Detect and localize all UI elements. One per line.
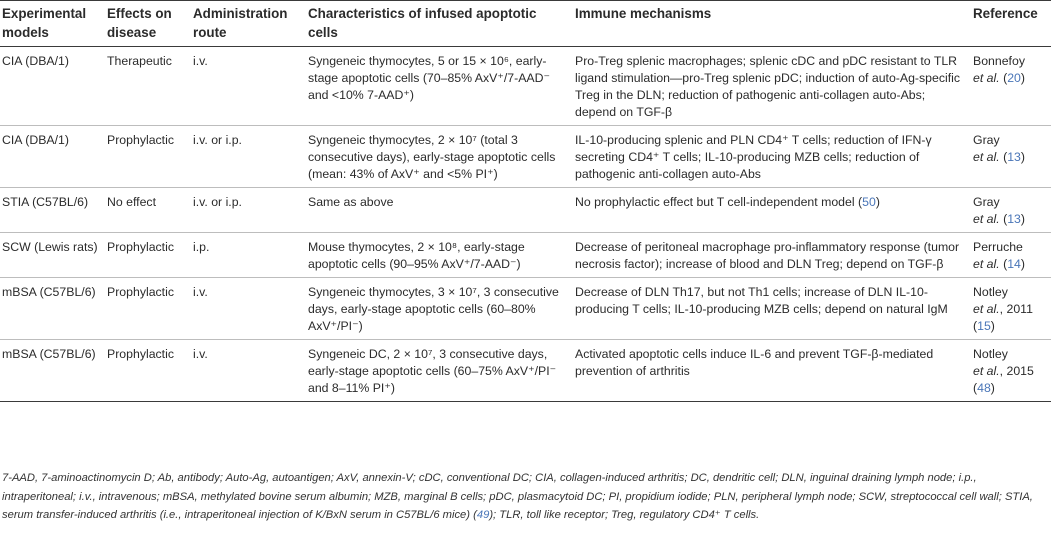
cell-model: mBSA (C57BL/6) — [0, 340, 105, 402]
mechanisms-text: Pro-Treg splenic macrophages; splenic cDC and pDC resistant to TLR ligand stimulation—pro-Treg splenic pDC; induction of auto-Ag-specific Treg in the DLN; reduction of pathogenic anti-collagen auto-Abs; depend on TGF-β — [575, 54, 961, 119]
cell-characteristics: Syngeneic thymocytes, 5 or 15 × 10⁶, early-stage apoptotic cells (70–85% AxV⁺/7-AAD⁻ and <10% 7-AAD⁺) — [306, 47, 573, 126]
cell-model: CIA (DBA/1) — [0, 47, 105, 126]
cell-effect: Prophylactic — [105, 233, 191, 278]
reference-link[interactable]: (48) — [973, 381, 995, 395]
mechanisms-text: Activated apoptotic cells induce IL-6 and prevent TGF-β-mediated prevention of arthritis — [575, 347, 934, 378]
cell-reference — [971, 126, 1051, 188]
cell-mechanisms — [573, 47, 971, 126]
cell-mechanisms — [573, 340, 971, 402]
reference-year: , 2011 — [999, 302, 1033, 316]
header-effects-on-disease: Effects on disease — [105, 1, 191, 47]
cell-model: SCW (Lewis rats) — [0, 233, 105, 278]
table-body — [0, 47, 1051, 402]
table-footnote — [2, 469, 1047, 525]
cell-reference — [971, 188, 1051, 233]
cell-characteristics: Mouse thymocytes, 2 × 10⁸, early-stage apoptotic cells (90–95% AxV⁺/7-AAD⁻) — [306, 233, 573, 278]
table-row — [0, 47, 1051, 126]
reference-etal: et al. — [973, 302, 1000, 316]
cell-characteristics: Syngeneic thymocytes, 2 × 10⁷ (total 3 consecutive days), early-stage apoptotic cells (mean: 43% of AxV⁺ and <5% PI⁺) — [306, 126, 573, 188]
cell-effect: Therapeutic — [105, 47, 191, 126]
cell-characteristics: Syngeneic DC, 2 × 10⁷, 3 consecutive days, early-stage apoptotic cells (60–75% AxV⁺/PI⁻ and 8–11% PI⁺) — [306, 340, 573, 402]
cell-route: i.v. — [191, 340, 306, 402]
header-reference: Reference — [971, 1, 1051, 47]
reference-etal: et al. — [973, 71, 1000, 85]
reference-etal: et al. — [973, 257, 1000, 271]
reference-author: Perruche — [973, 240, 1023, 254]
reference-link[interactable]: (14) — [1003, 257, 1025, 271]
table-row — [0, 126, 1051, 188]
cell-reference — [971, 233, 1051, 278]
reference-number[interactable]: 20 — [1007, 71, 1021, 85]
cell-reference — [971, 47, 1051, 126]
reference-author: Notley — [973, 347, 1008, 361]
reference-etal: et al. — [973, 212, 1000, 226]
mechanisms-text: Decrease of DLN Th17, but not Th1 cells; increase of DLN IL-10-producing T cells; IL-10-producing MZB cells; depend on natural IgM — [575, 285, 948, 316]
cell-effect: Prophylactic — [105, 340, 191, 402]
cell-route: i.v. or i.p. — [191, 188, 306, 233]
mechanisms-text: IL-10-producing splenic and PLN CD4⁺ T cells; reduction of IFN-γ secreting CD4⁺ T cells; IL-10-producing MZB cells; reduction of pathogenic anti-collagen auto-Abs — [575, 133, 932, 181]
table-row — [0, 188, 1051, 233]
footnote-text: 7-AAD, 7-aminoactinomycin D; Ab, antibody; Auto-Ag, autoantigen; AxV, annexin-V; cDC, conventional DC; CIA, collagen-induced arthritis; DC, dendritic cell; DLN, inguinal draining lymph node; i.p., intraperitoneal; i.v., intravenous; mBSA, methylated bovine serum albumin; MZB, marginal B cells; pDC, plasmacytoid DC; PI, propidium iodide; PLN, peripheral lymph node; SCW, streptococcal cell wall; STIA, serum transfer-induced arthritis (i.e., intraperitoneal injection of K/BxN serum in C57BL/6 mice) — [2, 472, 1033, 521]
cell-characteristics: Syngeneic thymocytes, 3 × 10⁷, 3 consecutive days, early-stage apoptotic cells (60–80% AxV⁺/PI⁻) — [306, 278, 573, 340]
cell-mechanisms — [573, 233, 971, 278]
reference-author: Gray — [973, 195, 1000, 209]
cell-mechanisms — [573, 188, 971, 233]
cell-mechanisms — [573, 126, 971, 188]
footnote-ref-link[interactable]: (49) — [473, 509, 494, 521]
cell-effect: Prophylactic — [105, 278, 191, 340]
mechanisms-ref-link[interactable]: (50) — [858, 195, 880, 209]
cell-route: i.v. or i.p. — [191, 126, 306, 188]
footnote-ref-number[interactable]: 49 — [476, 509, 490, 521]
header-characteristics: Characteristics of infused apoptotic cells — [306, 1, 573, 47]
cell-effect: Prophylactic — [105, 126, 191, 188]
header-administration-route: Administration route — [191, 1, 306, 47]
reference-number[interactable]: 48 — [977, 381, 991, 395]
reference-link[interactable]: (15) — [973, 319, 995, 333]
header-row — [0, 1, 1051, 47]
header-experimental-models: Experimental models — [0, 1, 105, 47]
footnote-text-end: ; TLR, toll like receptor; Treg, regulatory CD4⁺ T cells. — [493, 509, 760, 521]
cell-effect: No effect — [105, 188, 191, 233]
cell-reference — [971, 340, 1051, 402]
table-row — [0, 233, 1051, 278]
table-row — [0, 278, 1051, 340]
cell-reference — [971, 278, 1051, 340]
mechanisms-ref-number[interactable]: 50 — [862, 195, 876, 209]
reference-author: Notley — [973, 285, 1008, 299]
reference-number[interactable]: 13 — [1007, 150, 1021, 164]
reference-year: , 2015 — [999, 364, 1034, 378]
mechanisms-text: Decrease of peritoneal macrophage pro-inflammatory response (tumor necrosis factor); increase of blood and DLN Treg; depend on TGF-β — [575, 240, 960, 271]
cell-model: CIA (DBA/1) — [0, 126, 105, 188]
reference-link[interactable]: (20) — [1003, 71, 1025, 85]
reference-etal: et al. — [973, 150, 1000, 164]
reference-author: Bonnefoy — [973, 54, 1025, 68]
header-immune-mechanisms: Immune mechanisms — [573, 1, 971, 47]
cell-route: i.p. — [191, 233, 306, 278]
table-row — [0, 340, 1051, 402]
cell-route: i.v. — [191, 47, 306, 126]
cell-model: mBSA (C57BL/6) — [0, 278, 105, 340]
cell-route: i.v. — [191, 278, 306, 340]
cell-mechanisms — [573, 278, 971, 340]
cell-model: STIA (C57BL/6) — [0, 188, 105, 233]
mechanisms-text: No prophylactic effect but T cell-independent model — [575, 195, 855, 209]
cell-characteristics: Same as above — [306, 188, 573, 233]
reference-number[interactable]: 13 — [1007, 212, 1021, 226]
reference-number[interactable]: 14 — [1007, 257, 1021, 271]
reference-etal: et al. — [973, 364, 1000, 378]
reference-link[interactable]: (13) — [1003, 150, 1025, 164]
reference-author: Gray — [973, 133, 1000, 147]
reference-number[interactable]: 15 — [977, 319, 991, 333]
reference-link[interactable]: (13) — [1003, 212, 1025, 226]
